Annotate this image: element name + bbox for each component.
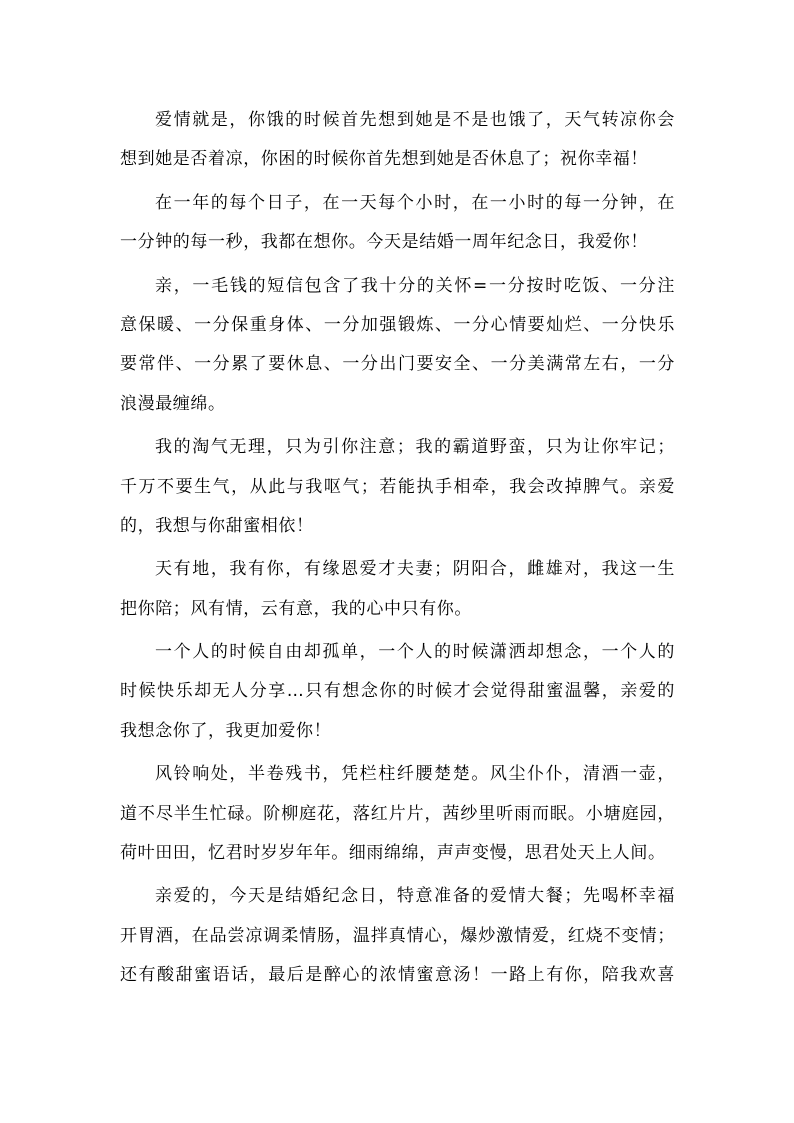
text-line: 的，我想与你甜蜜相依！ [120, 515, 314, 536]
text-line: 千万不要生气，从此与我呕气；若能执手相牵，我会改掉脾气。亲爱 [120, 476, 675, 497]
paragraph [120, 633, 675, 751]
paragraph [120, 184, 675, 263]
paragraph [120, 267, 675, 425]
text-line: 天有地，我有你，有缘恩爱才夫妻；阴阳合，雌雄对，我这一生 [155, 559, 675, 580]
text-line: 一个人的时候自由却孤单，一个人的时候潇洒却想念，一个人的 [155, 642, 675, 663]
paragraph [120, 877, 675, 995]
text-line: 要常伴、一分累了要休息、一分出门要安全、一分美满常左右，一分 [120, 354, 675, 375]
text-line: 一分钟的每一秒，我都在想你。今天是结婚一周年纪念日，我爱你！ [120, 232, 648, 253]
text-line: 开胃酒，在品尝凉调柔情肠，温拌真情心，爆炒激情爱，红烧不变情； [120, 925, 675, 946]
text-line: 我想念你了，我更加爱你！ [120, 720, 332, 741]
text-line: 亲，一毛钱的短信包含了我十分的关怀=一分按时吃饭、一分注 [155, 275, 675, 296]
paragraph [120, 755, 675, 873]
document-body [120, 101, 675, 1000]
text-line: 荷叶田田，忆君时岁岁年年。细雨绵绵，声声变慢，思君处天上人间。 [120, 843, 666, 864]
text-line: 把你陪；风有情，云有意，我的心中只有你。 [120, 598, 472, 619]
text-line: 意保暖、一分保重身体、一分加强锻炼、一分心情要灿烂、一分快乐 [120, 314, 675, 335]
text-line: 爱情就是，你饿的时候首先想到她是不是也饿了，天气转凉你会 [155, 110, 675, 130]
text-line: 想到她是否着凉，你困的时候你首先想到她是否休息了；祝你幸福！ [120, 149, 648, 170]
paragraph [120, 428, 675, 546]
text-line: 风铃响处，半卷残书，凭栏柱纤腰楚楚。风尘仆仆，清酒一壶， [155, 764, 675, 785]
text-line: 亲爱的，今天是结婚纪念日，特意准备的爱情大餐；先喝杯幸福 [155, 886, 675, 907]
text-line: 还有酸甜蜜语话，最后是醉心的浓情蜜意汤！一路上有你，陪我欢喜 [120, 965, 675, 986]
text-line: 我的淘气无理，只为引你注意；我的霸道野蛮，只为让你牢记； [155, 437, 675, 458]
text-line: 浪漫最缠绵。 [120, 393, 226, 414]
text-line: 在一年的每个日子，在一天每个小时，在一小时的每一分钟，在 [155, 192, 675, 213]
text-line: 道不尽半生忙碌。阶柳庭花，落红片片，茜纱里听雨而眠。小塘庭园， [120, 803, 675, 824]
paragraph [120, 550, 675, 629]
text-line: 时候快乐却无人分享…只有想念你的时候才会觉得甜蜜温馨，亲爱的 [120, 681, 675, 702]
paragraph [120, 101, 675, 180]
